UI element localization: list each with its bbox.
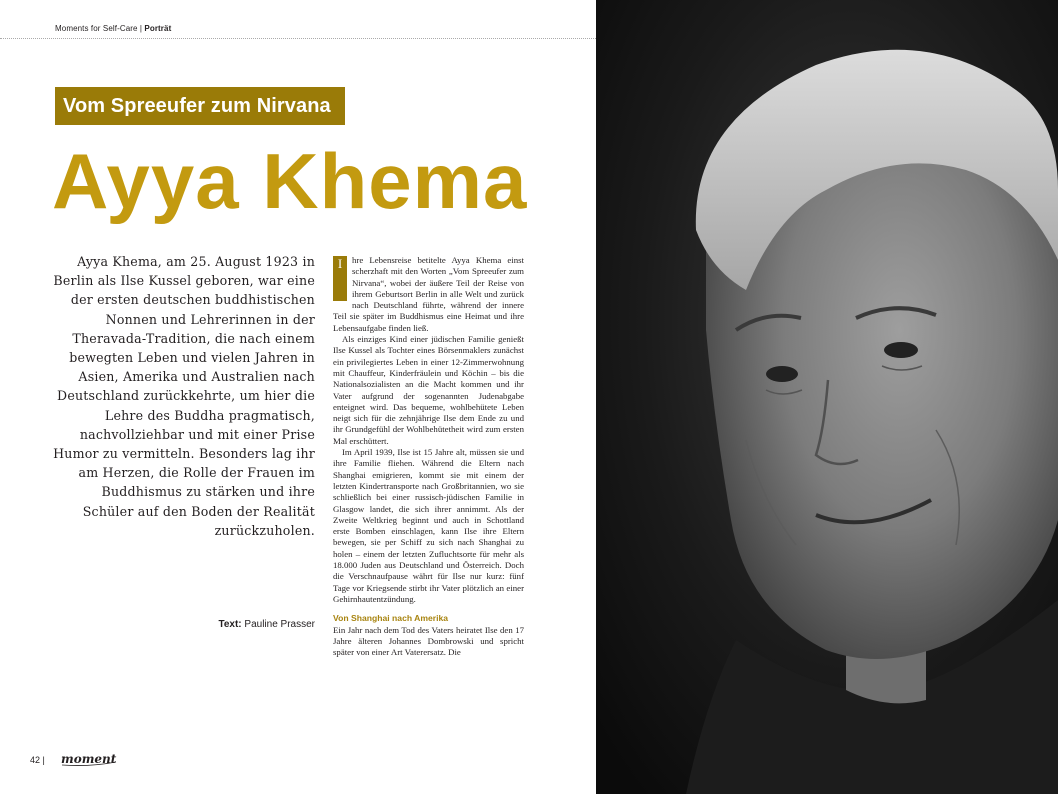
drop-cap	[333, 256, 347, 301]
running-head-separator: |	[137, 24, 145, 33]
page-number	[30, 755, 45, 765]
running-head	[55, 24, 171, 33]
portrait-illustration	[596, 0, 1058, 794]
body-paragraph-text: hre Lebensreise betitelte Ayya Khema einst scherzhaft mit den Worten „Vom Spreeufer zum Nirvana“, wobei der äußere Teil der Reise von ihrem Geburtsort Berlin in alle Welt und zurück nach Deutschland führte, während der innere Teil sie später im Buddhismus eine Heimat und ihre Lebensaufgabe finden ließ.	[333, 255, 524, 333]
credit-label: Text:	[218, 619, 242, 630]
body-paragraph: Im April 1939, Ilse ist 15 Jahre alt, müssen sie und ihre Familie fliehen. Während die Eltern nach Shanghai emigrieren, kommt sie mit einem der letzten Kindertransporte nach Großbritannien, wo sie schließlich bei einer russisch-jüdischen Familie in Glasgow landet, die sich ihrer annimmt. Als der Zweite Weltkrieg beginnt und auch in Schottland erste Bomben einschlagen, kann Ilse ihre Eltern bewegen, sie per Schiff zu sich nach Shanghai zu holen – einem der letzten Zufluchtsorte für mehr als 18.000 Juden aus Deutschland und Österreich. Doch die Verschnaufpause währt für Ilse nur kurz: fünf Tage vor Kriegsende stirbt ihr Vater plötzlich an einer Gehirnhautentzündung.	[333, 447, 524, 604]
body-text-column	[333, 255, 524, 658]
running-head-category: Porträt	[144, 24, 172, 33]
logo-text: moment	[61, 752, 117, 766]
body-paragraph: Als einziges Kind einer jüdischen Familie genießt Ilse Kussel als Tochter eines Börsenmaklers zunächst ein privilegiertes Leben in einer 12-Zimmerwohnung mit Chauffeur, Kinderfräulein und Köchin – bis die Nationalsozialisten an die Macht kommen und ihr Vater aufgrund der sogenannten Judenabgabe enteignet wird. Das bequeme, wohlbehütete Leben neigt sich für die zehnjährige Ilse dem Ende zu und ihr Grundgefühl der Wohlbehütetheit wird zum ersten Mal erschüttert.	[333, 334, 524, 446]
portrait-photo	[596, 0, 1058, 794]
article-headline: Ayya Khema	[52, 137, 528, 225]
body-paragraph: Ein Jahr nach dem Tod des Vaters heiratet Ilse den 17 Jahre älteren Johannes Dombrowski und spricht später von einer Art Vaterersatz. Die	[333, 624, 524, 658]
running-head-section: Moments for Self-Care	[55, 24, 138, 33]
kicker-label: Vom Spreeufer zum Nirvana	[55, 87, 345, 125]
body-subhead: Von Shanghai nach Amerika	[333, 613, 449, 624]
moment-logo	[60, 750, 120, 768]
folio-separator: |	[42, 755, 45, 765]
drop-cap-letter: I	[337, 256, 343, 271]
author-credit	[150, 619, 315, 630]
intro-paragraph: Ayya Khema, am 25. August 1923 in Berlin als Ilse Kussel geboren, war eine der ersten deutschen buddhistischen Nonnen und Lehrerinnen in der Theravada-Tradition, die nach einem bewegten Leben und vielen Jahren in Asien, Amerika und Australien nach Deutschland zurückkehrte, um hier die Lehre des Buddha pragmatisch, nachvollziehbar und mit einer Prise Humor zu vermitteln. Besonders lag ihr am Herzen, die Rolle der Frauen im Buddhismus zu stärken und ihre Schüler auf den Boden der Realität zurückzuholen.	[53, 254, 315, 538]
dotted-rule	[0, 38, 596, 39]
page-number-value: 42	[30, 755, 41, 765]
credit-author: Pauline Prasser	[244, 619, 315, 630]
body-paragraph	[333, 255, 524, 334]
